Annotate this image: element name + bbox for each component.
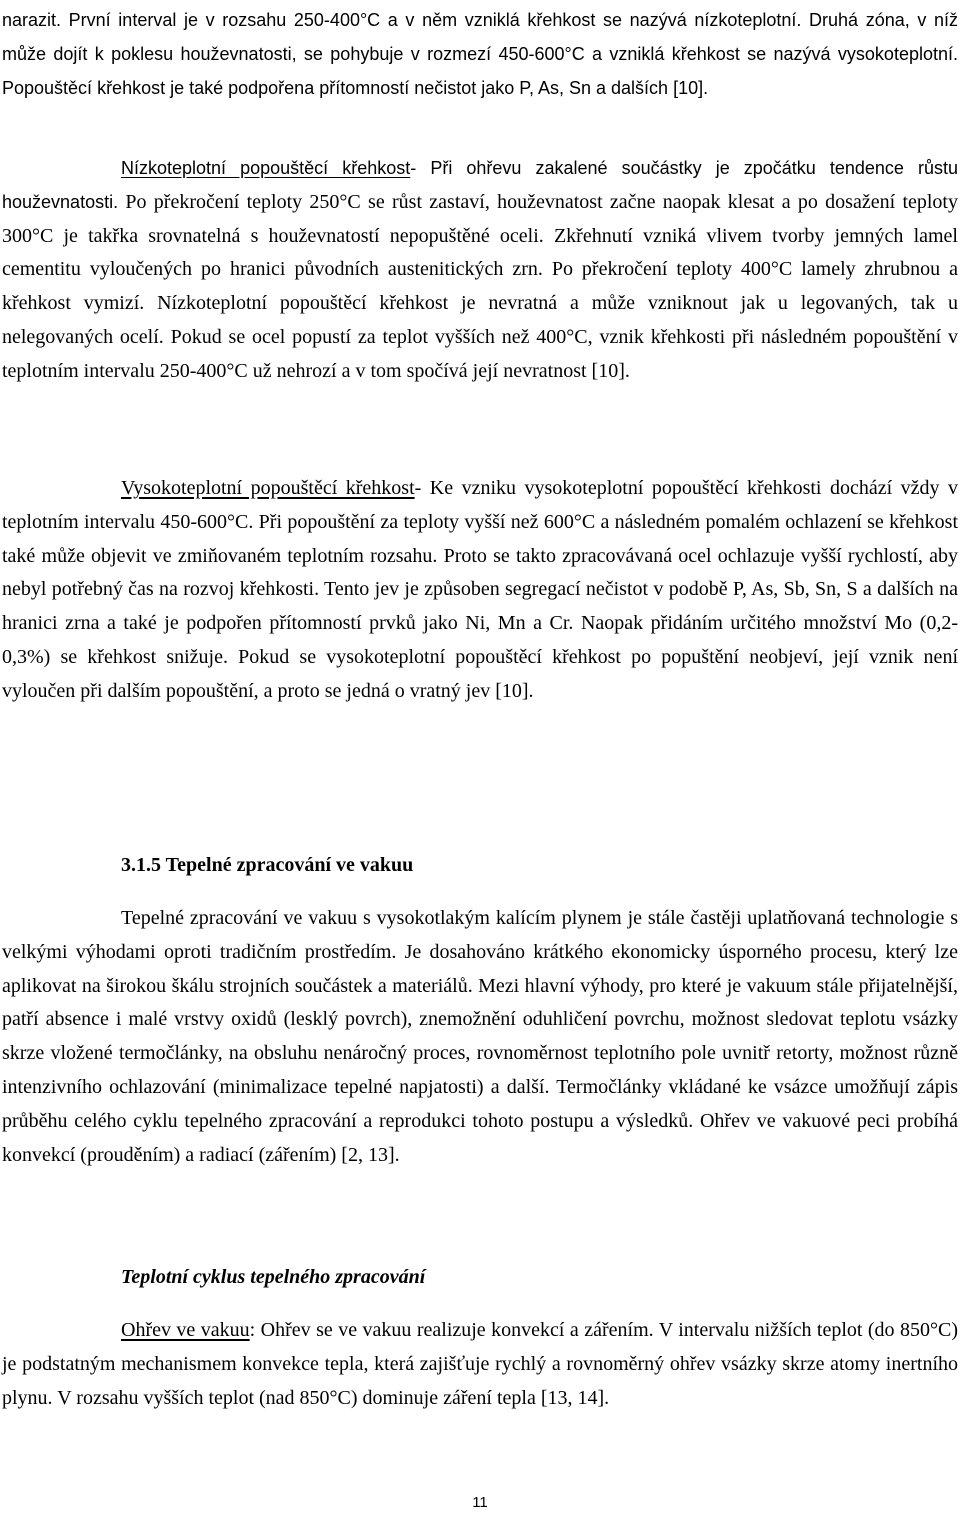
paragraph-body-text: - Ke vzniku vysokoteplotní popouštěcí křehkosti dochází vždy v teplotním intervalu 450-600°C. Při popouštění za teploty vyšší než 600°C a následném pomalém ochlazení se křehkost také může objevit ve zmiňovaném teplotním rozsahu. Proto se takto zpracovávaná ocel ochlazuje vyšší rychlostí, aby nebyl potřebný čas na rozvoj křehkosti. Tento jev je způsoben segregací nečistot v podobě P, As, Sb, Sn, S a dalších na hranici zrna a také je podpořen přítomností prvků jako Ni, Mn a Cr. Naopak přidáním určitého množství Mo (0,2-0,3%) se křehkost snižuje. Pokud se vysokoteplotní popouštěcí křehkost po popuštění neobjeví, její vznik není vyloučen při dalším popouštění, a proto se jedná o vratný jev [10]. — [2, 477, 958, 702]
subsection-heading: Teplotní cyklus tepelného zpracování — [121, 1266, 426, 1288]
term-high-temperature-brittleness: Vysokoteplotní popouštěcí křehkost — [121, 477, 415, 499]
paragraph-text: narazit. První interval je v rozsahu 250-400°C a v něm vzniklá křehkost se nazývá nízkoteplotní. Druhá zóna, v níž může dojít k poklesu houževnatosti, se pohybuje v rozmezí 450-600°C a vzniklá křehkost se nazývá vysokoteplotní. Popouštěcí křehkost je také podpořena přítomností nečistot jako P, As, Sn a dalších [10]. — [2, 10, 958, 98]
paragraph-body-text: : Ohřev se ve vakuu realizuje konvekcí a zářením. V intervalu nižších teplot (do 850°C) je podstatným mechanismem konvekce tepla, která zajišťuje rychlý a rovnoměrný ohřev vsázky skrze atomy inertního plynu. V rozsahu vyšších teplot (nad 850°C) dominuje záření tepla [13, 14]. — [2, 1319, 958, 1409]
paragraph-text: Tepelné zpracování ve vakuu s vysokotlakým kalícím plynem je stále častěji uplatňovaná technologie s velkými výhodami oproti tradičním prostředím. Je dosahováno krátkého ekonomicky úsporného procesu, který lze aplikovat na širokou škálu strojních součástek a materiálů. Mezi hlavní výhody, pro které je vakuum stále přijatelnější, patří absence i malé vrstvy oxidů (lesklý povrch), znemožnění oduhličení povrchu, možnost sledovat teplotu vsázky skrze vložené termočlánky, na obsluhu nenáročný proces, rovnoměrnost teplotního pole uvnitř retorty, možnost různě intenzivního ochlazování (minimalizace tepelné napjatosti) a další. Termočlánky vkládané ke vsázce umožňují zápis průběhu celého cyklu tepelného zpracování a reprodukci tohoto postupu a výsledků. Ohřev ve vakuové peci probíhá konvekcí (prouděním) a radiací (zářením) [2, 13]. — [2, 907, 958, 1166]
paragraph-intro-text: - Při ohřevu zakalené součástky je zpočátku tendence růstu houževnatosti. — [2, 158, 959, 212]
term-low-temperature-brittleness: Nízkoteplotní popouštěcí křehkost — [121, 158, 411, 178]
paragraph-high-temperature-brittleness — [2, 472, 958, 709]
paragraph-vacuum-heat-treatment — [2, 902, 958, 1172]
paragraph-temper-brittleness-intro — [2, 4, 958, 105]
page-number: 11 — [472, 1494, 488, 1511]
section-heading: 3.1.5 Tepelné zpracování ve vakuu — [121, 854, 414, 876]
term-vacuum-heating: Ohřev ve vakuu — [121, 1319, 250, 1341]
paragraph-vacuum-heating — [2, 1314, 958, 1415]
paragraph-low-temperature-brittleness — [2, 152, 958, 389]
paragraph-body-text: Po překročení teploty 250°C se růst zastaví, houževnatost začne naopak klesat a po dosažení teploty 300°C je takřka srovnatelná s houževnatostí nepopuštěné oceli. Zkřehnutí vzniká vlivem tvorby jemných lamel cementitu vyloučených po hranici původních austenitických zrn. Po překročení teploty 400°C lamely zhrubnou a křehkost vymizí. Nízkoteplotní popouštěcí křehkost je nevratná a může vzniknout jak u legovaných, tak u nelegovaných ocelí. Pokud se ocel popustí za teplot vyšších než 400°C, vznik křehkosti při následném popouštění v teplotním intervalu 250-400°C už nehrozí a v tom spočívá její nevratnost [10]. — [2, 190, 958, 382]
